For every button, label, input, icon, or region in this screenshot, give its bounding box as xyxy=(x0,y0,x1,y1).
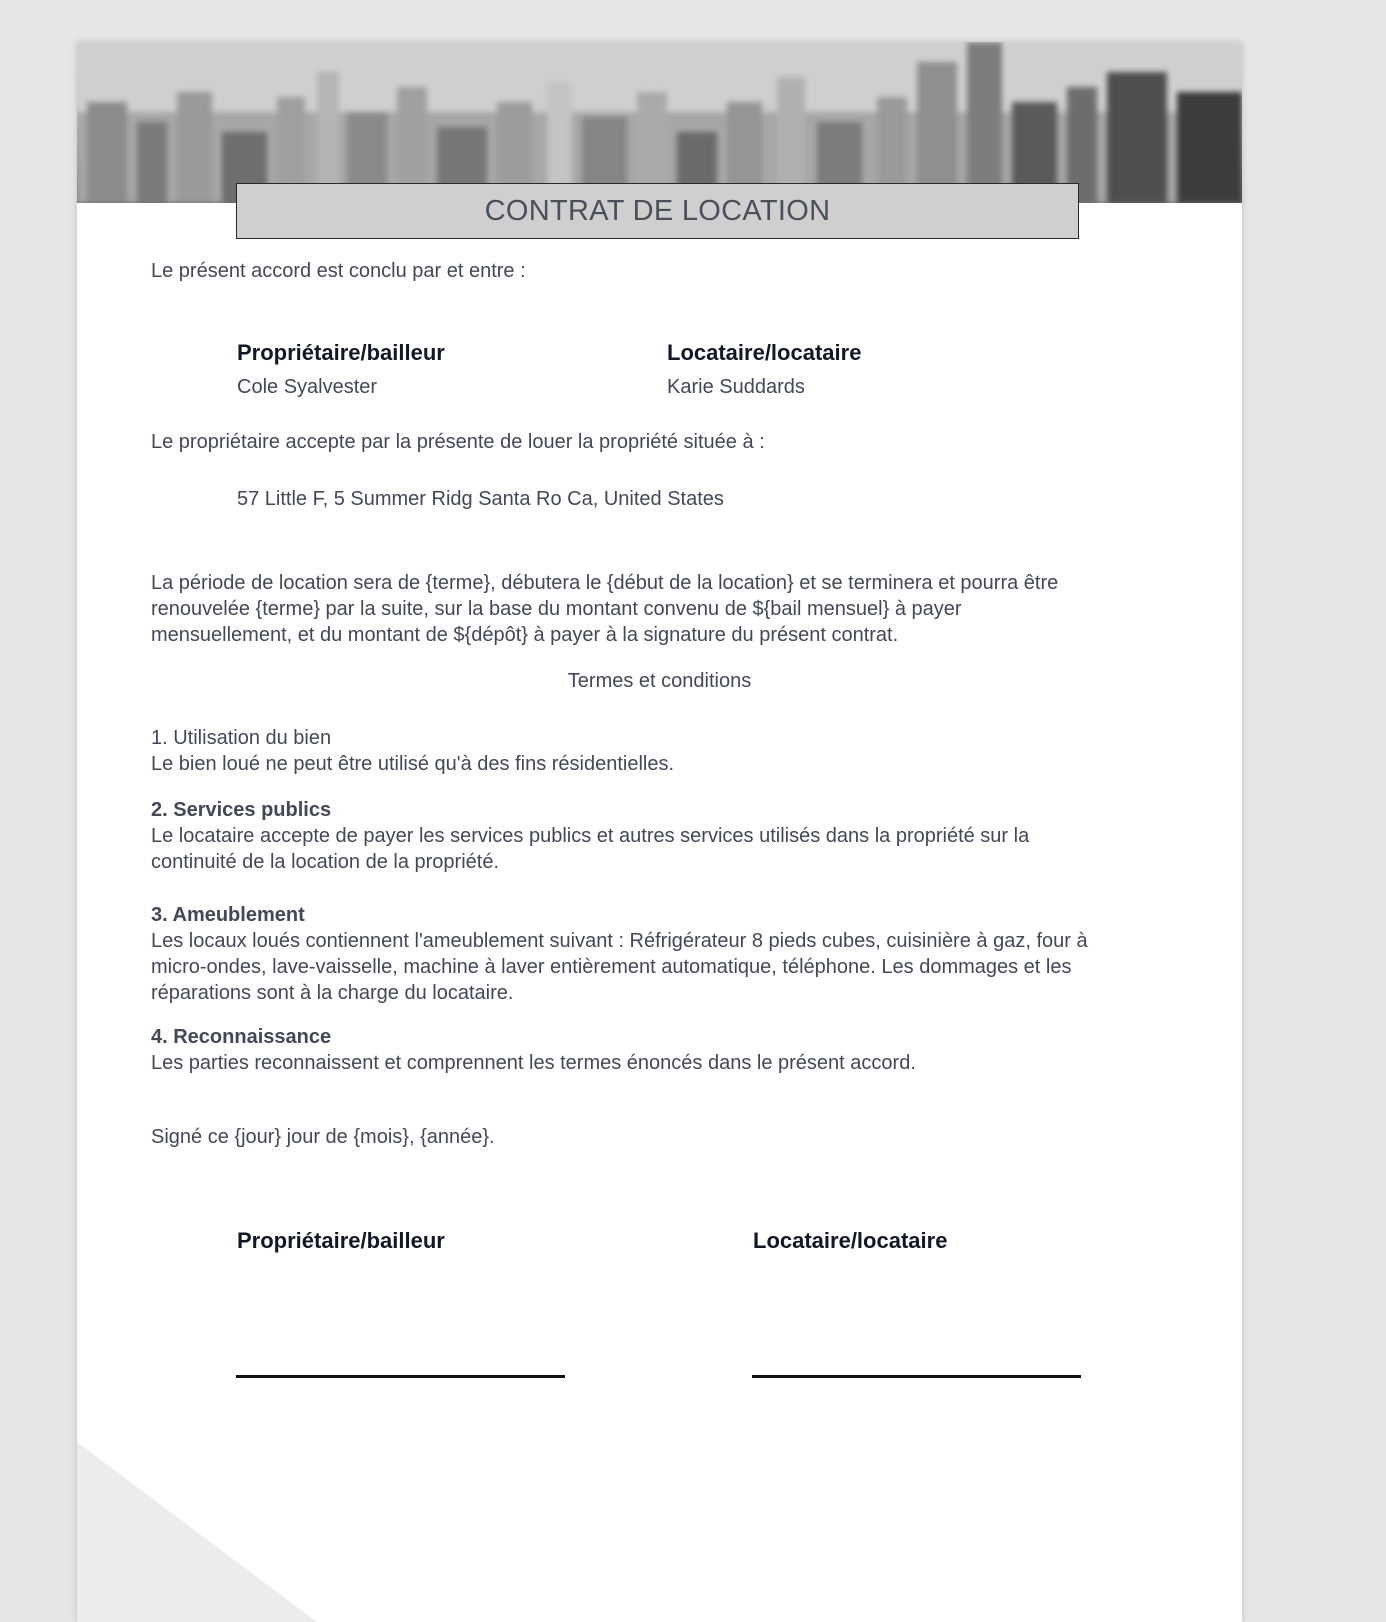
skyline-image xyxy=(77,42,1242,203)
section-3-title: 3. Ameublement xyxy=(151,904,305,926)
tenant-label: Locataire/locataire xyxy=(667,340,862,365)
section-2-title: 2. Services publics xyxy=(151,799,332,821)
intro-text: Le présent accord est conclu par et entre : xyxy=(151,260,526,282)
section-1-body: Le bien loué ne peut être utilisé qu'à des fins résidentielles. xyxy=(151,753,675,775)
signature-landlord-label: Propriétaire/bailleur xyxy=(237,1228,445,1253)
city-skyline-banner xyxy=(77,42,1242,203)
document-page xyxy=(77,42,1242,1622)
landlord-name: Cole Syalvester xyxy=(237,376,378,398)
landlord-signature-line xyxy=(236,1375,565,1378)
document-title: CONTRAT DE LOCATION xyxy=(484,194,831,227)
signed-line: Signé ce {jour} jour de {mois}, {année}. xyxy=(151,1126,495,1148)
tenant-name: Karie Suddards xyxy=(667,376,805,398)
section-2-body: Le locataire accepte de payer les services publics et autres services utilisés dans la propriété sur la continuité de la location de la propriété. xyxy=(151,825,1030,873)
tenant-signature-line xyxy=(752,1375,1081,1378)
section-4-body: Les parties reconnaissent et comprennent les termes énoncés dans le présent accord. xyxy=(151,1052,916,1074)
section-4-title: 4. Reconnaissance xyxy=(151,1026,332,1048)
section-1-title: 1. Utilisation du bien xyxy=(151,727,332,749)
property-intro: Le propriétaire accepte par la présente de louer la propriété située à : xyxy=(151,431,765,453)
property-address: 57 Little F, 5 Summer Ridg Santa Ro Ca, United States xyxy=(237,488,724,510)
terms-heading: Termes et conditions xyxy=(567,670,752,692)
rental-period-paragraph: La période de location sera de {terme}, débutera le {début de la location} et se terminera et pourra être renouvelée {terme} par la suite, sur la base du montant convenu de ${bail mensuel} à payer mensuellement, et du montant de ${dépôt} à payer à la signature du présent contrat. xyxy=(151,572,1059,646)
section-3-body: Les locaux loués contiennent l'ameublement suivant : Réfrigérateur 8 pieds cubes, cuisinière à gaz, four à micro-ondes, lave-vaisselle, machine à laver entièrement automatique, téléphone. Les dommages et les réparations sont à la charge du locataire. xyxy=(151,930,1088,1004)
decorative-corner-shape xyxy=(77,1442,317,1622)
title-box xyxy=(236,183,1079,239)
landlord-label: Propriétaire/bailleur xyxy=(237,340,445,365)
signature-tenant-label: Locataire/locataire xyxy=(753,1228,948,1253)
